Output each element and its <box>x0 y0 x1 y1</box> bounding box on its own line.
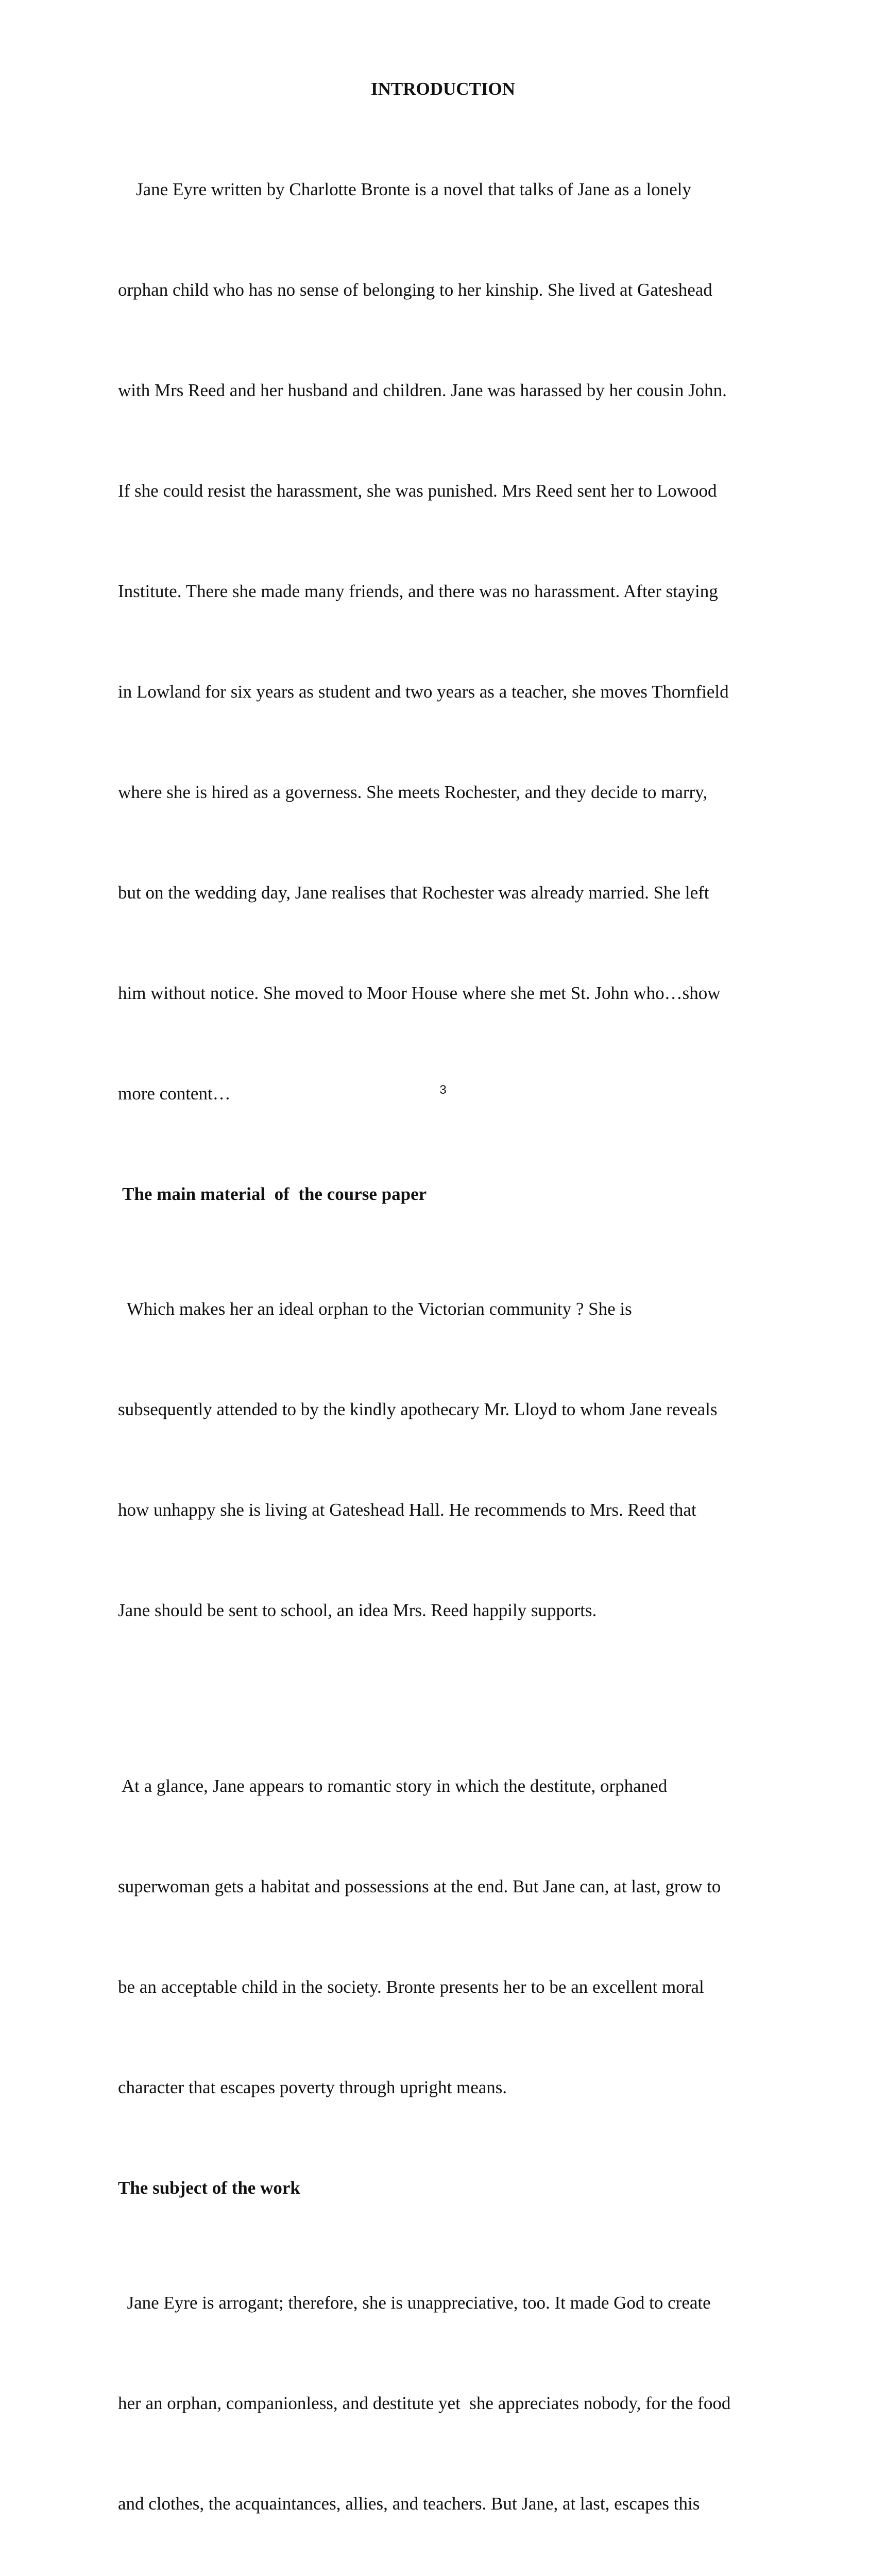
text-line: where she is hired as a governess. She meets Rochester, and they decide to marry, <box>118 782 708 802</box>
text-line: superwoman gets a habitat and possessions at the end. But Jane can, at last, grow to <box>118 1876 721 1896</box>
text-line: be an acceptable child in the society. Bronte presents her to be an excellent moral <box>118 1977 704 1997</box>
subject-paragraph <box>118 2219 768 2576</box>
text-line: more content… <box>118 1083 231 1104</box>
page-number: 3 <box>439 1083 447 1097</box>
text-line: how unhappy she is living at Gateshead Hall. He recommends to Mrs. Reed that <box>118 1500 696 1520</box>
main-material-paragraph-1 <box>118 1225 768 1694</box>
section-heading-main-material: The main material of the course paper <box>118 1184 427 1204</box>
text-line: in Lowland for six years as student and two years as a teacher, she moves Thornfield <box>118 682 729 702</box>
text-line: Which makes her an ideal orphan to the Victorian community ? She is <box>118 1299 632 1319</box>
text-line: with Mrs Reed and her husband and children. Jane was harassed by her cousin John. <box>118 380 727 400</box>
text-line: subsequently attended to by the kindly apothecary Mr. Lloyd to whom Jane reveals <box>118 1399 718 1419</box>
text-line: her an orphan, companionless, and destitute yet she appreciates nobody, for the food <box>118 2393 731 2413</box>
text-line: him without notice. She moved to Moor House where she met St. John who…show <box>118 983 721 1003</box>
page-title: INTRODUCTION <box>370 79 516 99</box>
intro-paragraph <box>118 106 768 1177</box>
text-line: At a glance, Jane appears to romantic story in which the destitute, orphaned <box>118 1776 668 1796</box>
text-line: and clothes, the acquaintances, allies, and teachers. But Jane, at last, escapes this <box>118 2494 700 2514</box>
text-line: character that escapes poverty through upright means. <box>118 2077 507 2097</box>
text-line: orphan child who has no sense of belonging to her kinship. She lived at Gateshead <box>118 280 712 300</box>
text-line: but on the wedding day, Jane realises that Rochester was already married. She left <box>118 883 709 903</box>
main-material-paragraph-2 <box>118 1702 768 2171</box>
text-line: Jane Eyre is arrogant; therefore, she is unappreciative, too. It made God to create <box>118 2293 711 2313</box>
text-line: Institute. There she made many friends, and there was no harassment. After staying <box>118 581 718 601</box>
text-line: If she could resist the harassment, she was punished. Mrs Reed sent her to Lowood <box>118 481 717 501</box>
text-line: Jane should be sent to school, an idea Mrs. Reed happily supports. <box>118 1600 597 1620</box>
page-content <box>118 72 768 2576</box>
text-line: Jane Eyre written by Charlotte Bronte is a novel that talks of Jane as a lonely <box>118 179 691 199</box>
section-heading-subject: The subject of the work <box>118 2178 300 2198</box>
